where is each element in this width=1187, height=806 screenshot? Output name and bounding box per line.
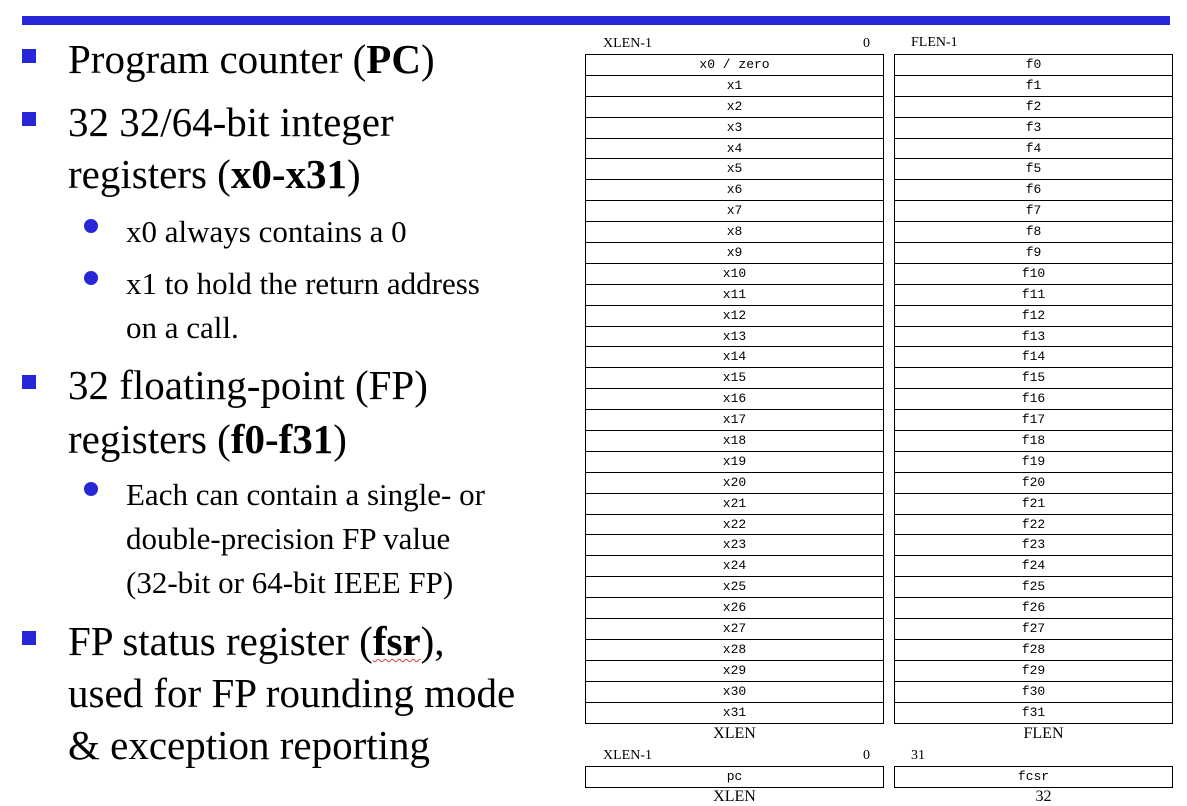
fp-register-row: f21	[895, 494, 1172, 515]
sub-bullet-fp-value-line3: (32-bit or 64-bit IEEE FP)	[126, 565, 454, 600]
fp-register-row: f27	[895, 619, 1172, 640]
int-register-row: x13	[586, 327, 883, 348]
int-register-row: x23	[586, 535, 883, 556]
fp-register-row: f2	[895, 97, 1172, 118]
square-bullet-icon	[22, 112, 36, 126]
fp-register-row: f23	[895, 535, 1172, 556]
int-register-row: x17	[586, 410, 883, 431]
fp-register-row: f4	[895, 139, 1172, 160]
sub-bullet-fp-value-line1: Each can contain a single- or	[126, 477, 485, 512]
fp-register-row: f26	[895, 598, 1172, 619]
int-register-row: x2	[586, 97, 883, 118]
square-bullet-icon	[22, 631, 36, 645]
fp-register-row: f15	[895, 368, 1172, 389]
fp-register-row: f0	[895, 55, 1172, 76]
int-register-row: x31	[586, 703, 883, 724]
fp-register-row: f19	[895, 452, 1172, 473]
fp-register-row: f13	[895, 327, 1172, 348]
pc-register: pc	[585, 766, 884, 788]
fp-footer: FLEN	[1023, 725, 1064, 742]
fp-register-table	[894, 54, 1173, 724]
bullet-fsr-bold: fsr	[372, 618, 421, 664]
fp-register-row: f8	[895, 222, 1172, 243]
int-register-row: x27	[586, 619, 883, 640]
int-register-row: x5	[586, 159, 883, 180]
int-register-row: x25	[586, 577, 883, 598]
bullet-fsr-line3-text: & exception reporting	[68, 722, 431, 768]
bullet-list	[22, 0, 582, 805]
int-register-row: x24	[586, 556, 883, 577]
sub-bullet-x1-line2: on a call.	[126, 310, 239, 345]
sub-bullet-x0-text: x0 always contains a 0	[126, 214, 407, 249]
bullet-int-regs-pre: registers (	[68, 151, 231, 197]
fp-register-row: f7	[895, 201, 1172, 222]
int-register-row: x10	[586, 264, 883, 285]
int-register-row: x6	[586, 180, 883, 201]
bullet-int-regs-line1: 32 32/64-bit integer	[68, 99, 394, 145]
int-register-row: x28	[586, 640, 883, 661]
fp-register-row: f16	[895, 389, 1172, 410]
bullet-int-regs-post: )	[346, 151, 361, 197]
int-register-row: x7	[586, 201, 883, 222]
bullet-int-regs-bold: x0-x31	[230, 151, 347, 197]
int-footer: XLEN	[713, 725, 756, 742]
bullet-fsr-pre: FP status register (	[68, 618, 373, 664]
int-register-row: x20	[586, 473, 883, 494]
int-register-row: x30	[586, 682, 883, 703]
int-register-row: x18	[586, 431, 883, 452]
bullet-fsr-line2-text: used for FP rounding mode	[68, 670, 516, 716]
sub-bullet-x1-line1: x1 to hold the return address	[126, 266, 480, 301]
pc-header-left: XLEN-1	[603, 748, 652, 763]
fp-register-row: f31	[895, 703, 1172, 724]
int-register-row: x21	[586, 494, 883, 515]
round-bullet-icon	[84, 482, 98, 496]
fp-register-row: f6	[895, 180, 1172, 201]
fp-register-row: f17	[895, 410, 1172, 431]
fp-register-row: f22	[895, 515, 1172, 536]
bullet-fp-regs-bold: f0-f31	[230, 416, 334, 462]
fcsr-register: fcsr	[894, 766, 1173, 788]
int-register-row: x15	[586, 368, 883, 389]
int-register-row: x26	[586, 598, 883, 619]
fp-register-row: f1	[895, 76, 1172, 97]
square-bullet-icon	[22, 49, 36, 63]
int-register-row: x22	[586, 515, 883, 536]
fcsr-footer: 32	[1035, 788, 1052, 805]
fp-register-row: f29	[895, 661, 1172, 682]
bullet-pc-bold: PC	[366, 36, 421, 82]
fp-register-row: f20	[895, 473, 1172, 494]
fp-register-row: f12	[895, 306, 1172, 327]
int-register-row: x16	[586, 389, 883, 410]
int-register-row: x0 / zero	[586, 55, 883, 76]
bullet-fp-regs-pre: registers (	[68, 416, 231, 462]
int-register-row: x4	[586, 139, 883, 160]
fp-register-row: f10	[895, 264, 1172, 285]
int-register-row: x14	[586, 347, 883, 368]
fp-header-left: FLEN-1	[911, 35, 958, 50]
int-header-left: XLEN-1	[603, 36, 652, 51]
bullet-pc-post: )	[420, 36, 435, 82]
fp-register-row: f11	[895, 285, 1172, 306]
bullet-fp-regs-line1: 32 floating-point (FP)	[68, 362, 428, 408]
int-register-row: x12	[586, 306, 883, 327]
sub-bullet-fp-value-line2: double-precision FP value	[126, 521, 451, 556]
int-register-row: x8	[586, 222, 883, 243]
fp-register-row: f28	[895, 640, 1172, 661]
int-register-table	[585, 54, 884, 724]
fp-register-row: f24	[895, 556, 1172, 577]
int-register-row: x29	[586, 661, 883, 682]
pc-footer: XLEN	[713, 788, 756, 805]
int-header-right: 0	[863, 36, 870, 51]
fp-register-row: f9	[895, 243, 1172, 264]
round-bullet-icon	[84, 219, 98, 233]
fcsr-header-left: 31	[911, 748, 925, 763]
bullet-fp-regs-post: )	[333, 416, 347, 462]
int-register-row: x1	[586, 76, 883, 97]
fp-register-row: f14	[895, 347, 1172, 368]
bullet-fsr-post: ),	[420, 618, 445, 664]
round-bullet-icon	[84, 271, 98, 285]
int-register-row: x3	[586, 118, 883, 139]
fp-register-row: f30	[895, 682, 1172, 703]
bullet-pc-pre: Program counter (	[68, 36, 367, 82]
fp-register-row: f25	[895, 577, 1172, 598]
fp-register-row: f18	[895, 431, 1172, 452]
square-bullet-icon	[22, 375, 36, 389]
int-register-row: x9	[586, 243, 883, 264]
fp-register-row: f3	[895, 118, 1172, 139]
fp-register-row: f5	[895, 159, 1172, 180]
pc-header-right: 0	[863, 748, 870, 763]
int-register-row: x19	[586, 452, 883, 473]
int-register-row: x11	[586, 285, 883, 306]
